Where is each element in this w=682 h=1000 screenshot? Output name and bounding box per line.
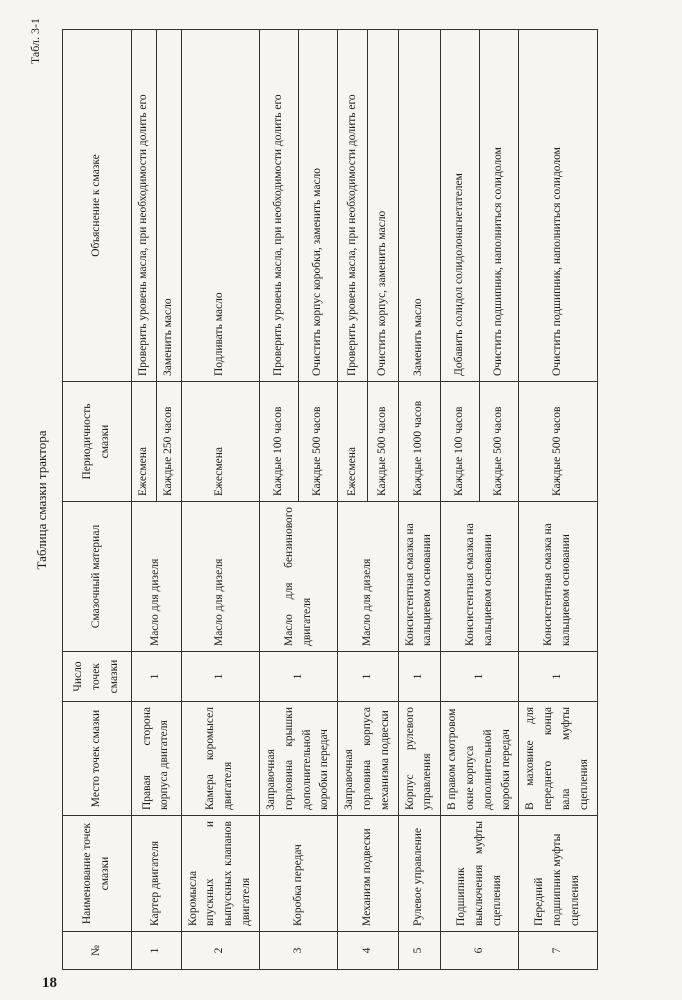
row-name: Механизм подвески [338, 816, 398, 932]
row-material: Масло для дизеля [338, 502, 398, 652]
row-num: 3 [259, 932, 337, 970]
header-note: Объяснение к смазке [63, 30, 132, 382]
row-count: 1 [259, 652, 337, 702]
row-note: Очистить корпус коробки, заменить масло [299, 30, 338, 382]
row-num: 7 [519, 932, 597, 970]
row-material: Масло для бензинового двигателя [259, 502, 337, 652]
row-place: Корпус рулевого управления [398, 702, 441, 816]
row-note: Очистить корпус, заменить масло [368, 30, 398, 382]
row-place: В правом смотровом окне корпуса дополнительной коробки передач [441, 702, 519, 816]
row-note: Подливать масло [181, 30, 259, 382]
header-num: № [63, 932, 132, 970]
row-name: Картер двигателя [132, 816, 182, 932]
table-row [259, 30, 298, 970]
row-num: 5 [398, 932, 441, 970]
row-period: Ежесмена [181, 382, 259, 502]
row-material: Консистентная смазка на кальциевом основании [398, 502, 441, 652]
row-num: 2 [181, 932, 259, 970]
row-name: Коромысла впускных и выпускных клапанов двигателя [181, 816, 259, 932]
row-period: Каждые 500 часов [519, 382, 597, 502]
table-label: Табл. 3-1 [28, 18, 42, 65]
table-row [519, 30, 597, 970]
row-material: Консистентная смазка на кальциевом основании [519, 502, 597, 652]
table-row [398, 30, 441, 970]
row-place: Заправочная горловина корпуса механизма подвески [338, 702, 398, 816]
row-count: 1 [338, 652, 398, 702]
row-name: Подшипник выключения муфты сцепления [441, 816, 519, 932]
row-note: Проверить уровень масла, при необходимости долить его [132, 30, 157, 382]
header-place: Место точек смазки [63, 702, 132, 816]
header-count: Число точек смазки [63, 652, 132, 702]
row-note: Очистить подшипник, наполниться солидолом [480, 30, 519, 382]
table-title: Таблица смазки трактора [34, 430, 49, 570]
row-period: Каждые 250 часов [156, 382, 181, 502]
row-num: 6 [441, 932, 519, 970]
row-period: Каждые 1000 часов [398, 382, 441, 502]
lubrication-table [62, 29, 598, 970]
row-place: Камера коромысел двигателя [181, 702, 259, 816]
row-note: Добавить солидол солидолонагнетателем [441, 30, 480, 382]
row-note: Очистить подшипник, наполниться солидолом [519, 30, 597, 382]
row-name: Рулевое управление [398, 816, 441, 932]
row-place: Заправочная горловина крышки дополнительной коробки передач [259, 702, 337, 816]
row-period: Каждые 500 часов [480, 382, 519, 502]
row-material: Масло для дизеля [132, 502, 182, 652]
table-row [441, 30, 480, 970]
row-period: Каждые 500 часов [368, 382, 398, 502]
row-name: Передний подшипник муфты сцепления [519, 816, 597, 932]
row-note: Проверить уровень масла, при необходимости долить его [338, 30, 368, 382]
row-period: Ежесмена [338, 382, 368, 502]
row-note: Заменить масло [156, 30, 181, 382]
row-period: Каждые 100 часов [259, 382, 298, 502]
row-num: 4 [338, 932, 398, 970]
header-name: Наименование точек смазки [63, 816, 132, 932]
row-material: Консистентная смазка на кальциевом основании [441, 502, 519, 652]
row-place: Правая сторона корпуса двигателя [132, 702, 182, 816]
page-number: 18 [42, 975, 57, 991]
row-count: 1 [181, 652, 259, 702]
row-count: 1 [398, 652, 441, 702]
row-period: Каждые 500 часов [299, 382, 338, 502]
row-count: 1 [132, 652, 182, 702]
row-place: В маховике для переднего конца вала муфты сцепления [519, 702, 597, 816]
row-name: Коробка передач [259, 816, 337, 932]
row-material: Масло для дизеля [181, 502, 259, 652]
row-num: 1 [132, 932, 182, 970]
table-row [132, 30, 157, 970]
row-count: 1 [519, 652, 597, 702]
table-row [338, 30, 368, 970]
header-material: Смазочный материал [63, 502, 132, 652]
row-count: 1 [441, 652, 519, 702]
table-header-row [63, 30, 132, 970]
row-note: Проверить уровень масла, при необходимости долить его [259, 30, 298, 382]
row-period: Каждые 100 часов [441, 382, 480, 502]
row-note: Заменить масло [398, 30, 441, 382]
row-period: Ежесмена [132, 382, 157, 502]
header-period: Периодичность смазки [63, 382, 132, 502]
table-row [181, 30, 259, 970]
